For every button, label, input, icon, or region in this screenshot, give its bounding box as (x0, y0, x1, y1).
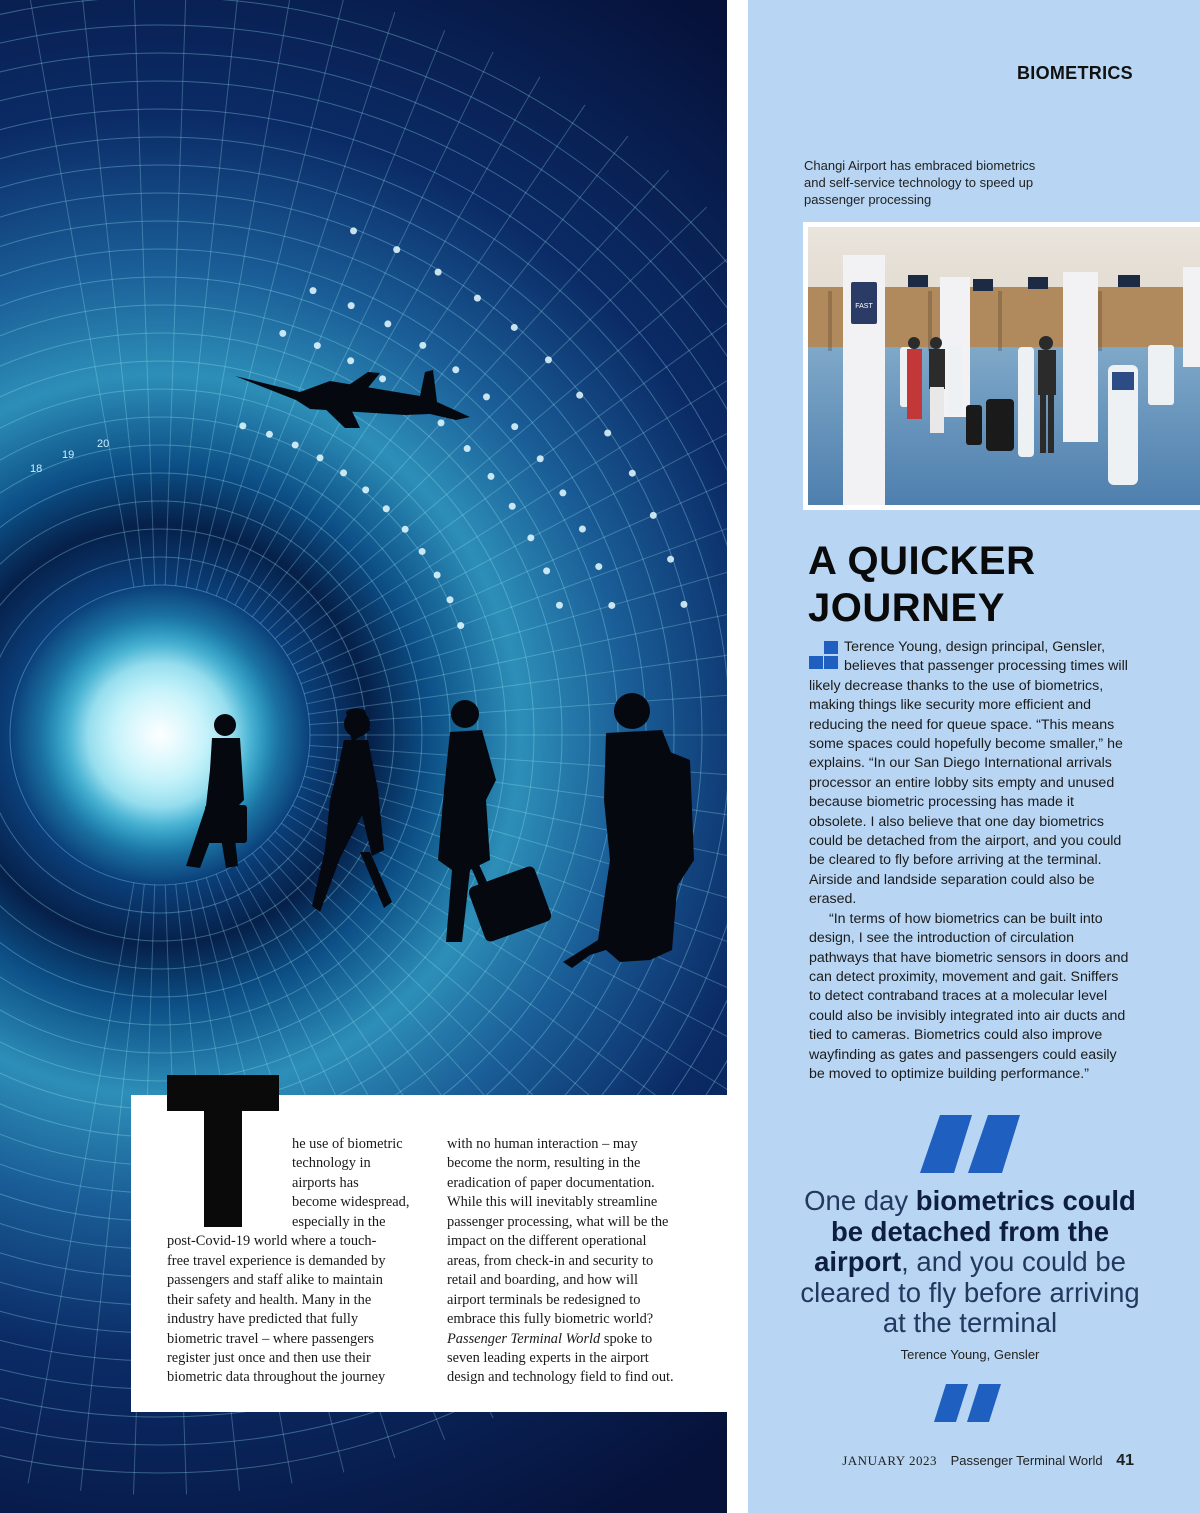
intro-line: airports has (292, 1174, 359, 1191)
close-quote-icon (934, 1384, 1002, 1422)
iris-spoke (304, 526, 727, 694)
iris-dot (379, 375, 386, 382)
intro-line: airport terminals be redesigned to (447, 1291, 641, 1308)
iris-dot (579, 525, 586, 532)
iris-dot (434, 572, 441, 579)
publication-title-italic: Passenger Terminal World (447, 1330, 601, 1347)
iris-spoke (28, 0, 134, 587)
scale-number: 18 (30, 463, 43, 475)
intro-line: embrace this fully biometric world? (447, 1311, 654, 1328)
intro-line: with no human interaction – may (447, 1136, 638, 1152)
traveller-2 (312, 708, 392, 912)
airplane-silhouette (235, 370, 470, 428)
iris-spoke (281, 288, 727, 647)
iris-dot (347, 357, 354, 364)
intro-line: seven leading experts in the airport (447, 1349, 649, 1366)
intro-line: biometric data throughout the journey (167, 1369, 386, 1386)
publication-name: Passenger Terminal World (950, 1453, 1103, 1468)
iris-dot (348, 302, 355, 309)
iris-dot (511, 324, 518, 331)
iris-spoke (165, 0, 186, 585)
iris-dot (464, 445, 471, 452)
page-number: 41 (1116, 1452, 1134, 1469)
pull-quote (790, 1186, 1150, 1339)
intro-line: industry have predicted that fully (167, 1311, 359, 1328)
iris-dot (511, 423, 518, 430)
intro-line: register just once and then use their (167, 1349, 371, 1366)
intro-line: passenger processing, what will be the (447, 1213, 669, 1230)
iris-dot (314, 342, 321, 349)
iris-dot (292, 441, 299, 448)
headline: A QUICKER JOURNEY (808, 539, 1036, 630)
intro-line: their safety and health. Many in the (167, 1291, 372, 1308)
check-in-hall-image (808, 227, 1200, 505)
sidebar-paragraph: Terence Young, design principal, Gensler, believes that passenger processing times will likely decrease thanks to the use of biometrics, making things like security more efficient and reducing the need for queue space. “This means some spaces could hopefully become smaller,” he explains. “In our San Diego International arrivals processor an entire lobby sits empty and unused because biometric processing has made it obsolete. I also believe that one day biometrics could be detached from the airport, and you could be cleared to fly before arriving at the terminal. Airside and landside separation could also be erased. (809, 639, 1128, 908)
iris-dot (604, 430, 611, 437)
sidebar-paragraph: “In terms of how biometrics can be built into design, I see the introduction of circulation pathways that have biometric sensors in doors and can detect proximity, movement and gait. Sniffers to detect contraband traces at a molecular level could also be invisibly integrated into air ducts and tied to cameras. Biometrics could also improve wayfinding as gates and passengers could easily be moved to optimize building performance.” (809, 910, 1129, 1082)
intro-line: While this will inevitably streamline (447, 1194, 658, 1211)
iris-spoke (81, 0, 145, 586)
intro-line-text: spoke to (600, 1330, 653, 1347)
iris-spoke (196, 0, 344, 589)
pull-quote-attribution: Terence Young, Gensler (900, 1347, 1040, 1362)
iris-dot (310, 287, 317, 294)
iris-dot (457, 622, 464, 629)
paragraph-marker-icon (809, 638, 841, 672)
pull-quote-text: One day (804, 1185, 916, 1216)
iris-dot (383, 505, 390, 512)
iris-dot (419, 548, 426, 555)
iris-dot (279, 330, 286, 337)
photo-caption: Changi Airport has embraced biometrics and self-service technology to speed up passenger processing (804, 158, 1036, 207)
iris-dot (527, 534, 534, 541)
scale-number: 20 (97, 438, 110, 450)
intro-line: free travel experience is demanded by (167, 1252, 386, 1269)
iris-spoke (309, 629, 727, 714)
iris-spoke (268, 207, 707, 631)
iris-dot (239, 422, 246, 429)
iris-dot (447, 596, 454, 603)
iris-dot (595, 563, 602, 570)
intro-line: he use of biometric (292, 1136, 403, 1152)
iris-dot (452, 366, 459, 373)
iris-spoke (287, 332, 727, 655)
iris-dot (680, 601, 687, 608)
intro-line: technology in (292, 1155, 371, 1172)
iris-dot (487, 473, 494, 480)
iris-dot (608, 602, 615, 609)
iris-dot (435, 269, 442, 276)
iris-dot (629, 470, 636, 477)
intro-line: become the norm, resulting in the (447, 1155, 641, 1172)
iris-dot (362, 486, 369, 493)
iris-dot (393, 246, 400, 253)
iris-dot (402, 526, 409, 533)
iris-spoke (252, 136, 628, 617)
iris-spoke (297, 426, 727, 674)
pull-quote-bold-text: biometrics could be detached from the airport (814, 1185, 1136, 1277)
iris-dot (438, 419, 445, 426)
issue-date: JANUARY 2023 (842, 1453, 937, 1468)
iris-dot (266, 431, 273, 438)
iris-dot (474, 295, 481, 302)
iris-spoke (133, 0, 154, 585)
iris-dot (483, 393, 490, 400)
iris-dot (537, 455, 544, 462)
iris-spoke (28, 883, 134, 1484)
iris-dot (576, 392, 583, 399)
intro-line: especially in the (292, 1213, 386, 1230)
drop-cap (167, 1075, 279, 1227)
iris-dot (545, 356, 552, 363)
iris-dot (419, 342, 426, 349)
page-footer (842, 1452, 1134, 1470)
iris-dot (559, 489, 566, 496)
pull-quote-text: , and you could be cleared to fly before arriving at the terminal (800, 1246, 1140, 1338)
gutter (727, 0, 748, 1513)
iris-spoke (176, 0, 240, 586)
iris-dot (667, 556, 674, 563)
iris-spoke (186, 0, 292, 587)
open-quote-icon (920, 1115, 1022, 1173)
intro-line (447, 1330, 652, 1349)
iris-dot (384, 320, 391, 327)
intro-line: retail and boarding, and how will (447, 1272, 639, 1289)
intro-line: biometric travel – where passengers (167, 1330, 374, 1347)
airport-photo (803, 222, 1200, 510)
iris-dot (350, 227, 357, 234)
sidebar-article-body (809, 638, 1134, 1084)
intro-line: impact on the different operational (447, 1233, 647, 1250)
iris-spoke (275, 246, 727, 638)
intro-line: design and technology field to find out. (447, 1369, 674, 1386)
intro-line: passengers and staff alike to maintain (167, 1272, 383, 1289)
iris-dot (340, 469, 347, 476)
intro-line: eradication of paper documentation. (447, 1174, 655, 1191)
fast-sign-label: FAST (855, 303, 873, 310)
iris-dot (543, 567, 550, 574)
intro-line: become widespread, (292, 1194, 410, 1211)
section-label: BIOMETRICS (1016, 63, 1133, 83)
iris-dot (509, 503, 516, 510)
scale-number: 19 (62, 449, 75, 461)
iris-spoke (310, 682, 727, 725)
iris-dot (317, 454, 324, 461)
intro-line: post-Covid-19 world where a touch- (167, 1233, 377, 1250)
iris-dot (650, 512, 657, 519)
iris-dot (556, 602, 563, 609)
intro-line: areas, from check-in and security to (447, 1252, 654, 1269)
